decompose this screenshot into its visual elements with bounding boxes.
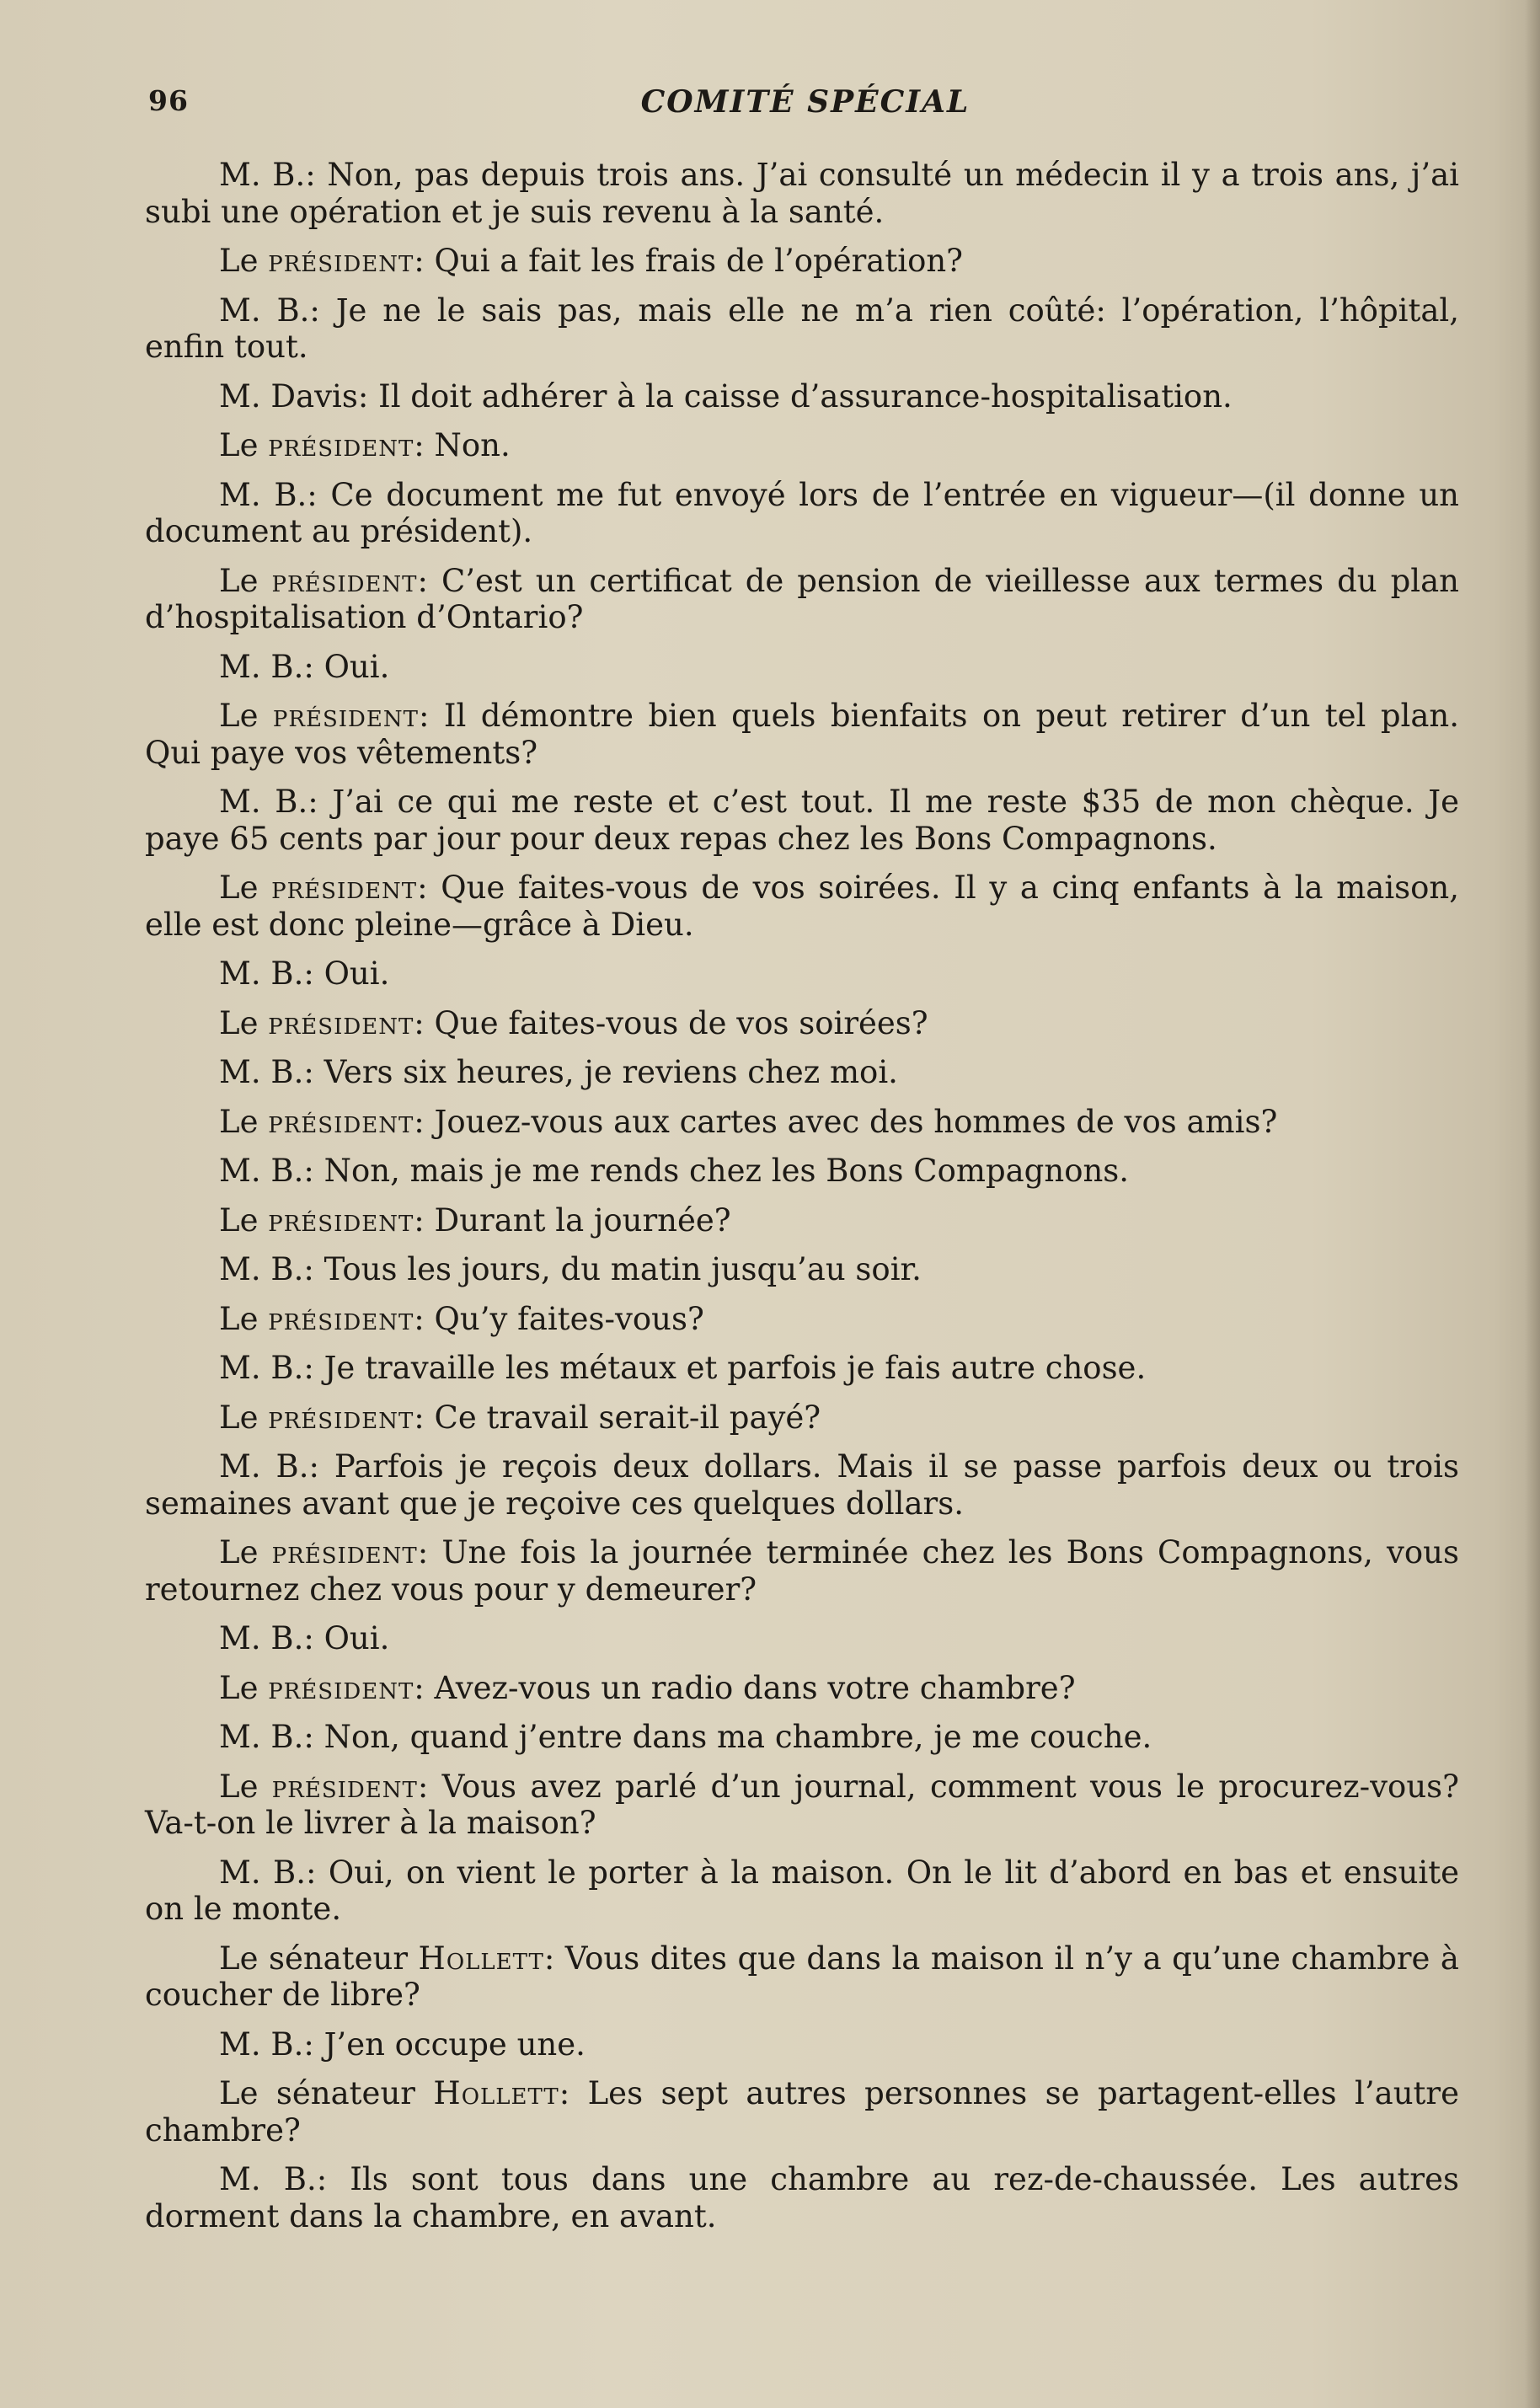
transcript-paragraph — [145, 1202, 1459, 1239]
speaker-colon: : — [414, 1669, 435, 1706]
speech-text: Oui. — [324, 1620, 390, 1656]
speaker-colon: : — [309, 292, 336, 329]
speaker-colon: : — [307, 476, 331, 513]
speaker-prefix: Le — [219, 1669, 259, 1706]
speaker-name: M. B. — [219, 1054, 304, 1090]
speaker-name: M. B. — [219, 292, 310, 329]
speech-text: Que faites-vous de vos soirées. Il y a cinq enfants à la maison, elle est donc pleine—grâce à Dieu. — [145, 870, 1460, 943]
speaker-prefix: Le — [219, 1399, 259, 1436]
speaker-name: président — [268, 427, 414, 463]
speech-text: Non, mais je me rends chez les Bons Compagnons. — [324, 1153, 1130, 1189]
speaker-colon: : — [303, 1620, 324, 1656]
speaker-colon: : — [303, 955, 324, 992]
transcript-paragraph — [145, 1350, 1459, 1387]
transcript-paragraph — [145, 477, 1459, 550]
transcript-paragraph — [145, 784, 1459, 857]
speaker-name: M. B. — [219, 955, 304, 992]
speaker-name: M. B. — [219, 476, 307, 513]
speaker-name: M. B. — [219, 2161, 317, 2197]
speech-text: J’ai ce qui me reste et c’est tout. Il me reste $35 de mon chèque. Je paye 65 cents par jour pour deux repas chez les Bons Compagnons. — [145, 784, 1459, 857]
speaker-colon: : — [414, 1004, 435, 1041]
speaker-colon: : — [414, 427, 435, 463]
transcript-paragraph — [145, 649, 1459, 686]
speaker-prefix: Le — [219, 870, 259, 906]
speaker-name: M. B. — [219, 1854, 306, 1891]
speaker-name: M. B. — [219, 1620, 304, 1656]
speech-text: Parfois je reçois deux dollars. Mais il se passe parfois deux ou trois semaines avant que je reçoive ces quelques dollars. — [145, 1448, 1459, 1522]
speaker-colon: : — [417, 1534, 442, 1571]
transcript-paragraph — [145, 1153, 1459, 1190]
speech-text: Il démontre bien quels bienfaits on peut retirer d’un tel plan. Qui paye vos vêtements? — [145, 698, 1460, 771]
speech-text: Oui. — [324, 955, 390, 992]
speech-text: Ce travail serait-il payé? — [434, 1399, 821, 1436]
transcript-paragraph — [145, 1769, 1459, 1842]
speaker-name: M. B. — [219, 1153, 304, 1189]
speaker-colon: : — [316, 2161, 350, 2197]
speaker-colon: : — [303, 1153, 324, 1189]
speech-text: Non. — [434, 427, 511, 463]
speech-text: Ce document me fut envoyé lors de l’entrée en vigueur—(il donne un document au président). — [145, 476, 1459, 549]
speaker-colon: : — [303, 1054, 324, 1090]
transcript-paragraph — [145, 955, 1459, 993]
transcript-paragraph — [145, 1005, 1459, 1042]
speaker-colon: : — [543, 1940, 565, 1977]
speaker-colon: : — [303, 1251, 324, 1287]
speech-text: Non, quand j’entre dans ma chambre, je me couche. — [324, 1719, 1152, 1755]
transcript-paragraph — [145, 157, 1459, 230]
speech-text: Qu’y faites-vous? — [434, 1300, 704, 1337]
speech-text: Une fois la journée terminée chez les Bons Compagnons, vous retournez chez vous pour y demeurer? — [145, 1534, 1459, 1608]
speaker-name: M. B. — [219, 648, 304, 685]
speaker-name: président — [268, 1103, 414, 1140]
speaker-prefix: Le — [219, 562, 259, 599]
speech-text: Tous les jours, du matin jusqu’au soir. — [324, 1251, 922, 1287]
speaker-colon: : — [303, 648, 324, 685]
transcript-paragraph — [145, 1399, 1459, 1437]
speaker-colon: : — [303, 2025, 324, 2063]
speech-text: Que faites-vous de vos soirées? — [434, 1004, 928, 1041]
speech-text: Avez-vous un radio dans votre chambre? — [434, 1669, 1076, 1706]
speech-text: J’en occupe une. — [324, 2025, 586, 2063]
transcript-paragraph — [145, 1448, 1459, 1522]
speaker-prefix: Le — [219, 1201, 259, 1239]
speech-text: Oui. — [324, 648, 390, 685]
speaker-colon: : — [559, 2075, 588, 2111]
speaker-name: M. B. — [219, 1448, 309, 1485]
speaker-name: président — [268, 1300, 414, 1337]
speaker-colon: : — [414, 243, 435, 279]
speaker-prefix: Le sénateur — [219, 1940, 409, 1977]
speech-text: Jouez-vous aux cartes avec des hommes de vos amis? — [434, 1103, 1278, 1140]
transcript-paragraph — [145, 563, 1459, 636]
speaker-name: président — [271, 562, 418, 599]
speaker-colon: : — [417, 1768, 442, 1805]
speaker-name: président — [271, 1534, 418, 1571]
speaker-name: président — [271, 870, 418, 906]
transcript-paragraph — [145, 1719, 1459, 1756]
speaker-name: M. B. — [219, 1251, 304, 1287]
speaker-name: président — [271, 1768, 418, 1805]
transcript-paragraph — [145, 1251, 1459, 1288]
transcript-paragraph — [145, 1104, 1459, 1141]
speaker-prefix: Le — [219, 427, 259, 463]
speaker-colon: : — [414, 1399, 435, 1436]
speech-text: C’est un certificat de pension de vieillesse aux termes du plan d’hospitalisation d’Ontario? — [145, 562, 1460, 635]
speaker-colon: : — [414, 1300, 435, 1337]
speaker-name: M. B. — [219, 157, 306, 193]
speaker-prefix: Le — [219, 1103, 259, 1140]
speech-text: Ils sont tous dans une chambre au rez-de-chaussée. Les autres dorment dans la chambre, en avant. — [145, 2161, 1460, 2234]
speech-text: Vers six heures, je reviens chez moi. — [324, 1054, 898, 1090]
speaker-colon: : — [305, 1854, 329, 1891]
page-edge-shadow — [1525, 0, 1540, 2408]
transcript-paragraph — [145, 378, 1459, 415]
transcript-paragraph — [145, 1940, 1459, 2014]
speech-text: Je travaille les métaux et parfois je fais autre chose. — [324, 1350, 1147, 1386]
transcript-paragraph — [145, 292, 1459, 366]
speaker-prefix: Le — [219, 1768, 259, 1805]
speech-text: Les sept autres personnes se partagent-elles l’autre chambre? — [145, 2075, 1459, 2148]
speaker-name: président — [268, 1201, 414, 1239]
speaker-colon: : — [417, 870, 441, 906]
transcript-paragraph — [145, 1670, 1459, 1707]
speech-text: Vous avez parlé d’un journal, comment vous le procurez-vous? Va-t-on le livrer à la maison? — [145, 1768, 1459, 1841]
speaker-name: M. B. — [219, 1350, 304, 1386]
running-title: COMITÉ SPÉCIAL — [640, 84, 971, 120]
speaker-prefix: Le sénateur — [219, 2075, 415, 2111]
speaker-prefix: Le — [219, 1300, 259, 1337]
speaker-colon: : — [357, 377, 379, 415]
transcript-paragraph — [145, 427, 1459, 464]
speaker-prefix: Le — [219, 243, 259, 279]
transcript-paragraph — [145, 1534, 1459, 1608]
speech-text: Il doit adhérer à la caisse d’assurance-hospitalisation. — [378, 377, 1233, 415]
transcript-paragraph — [145, 1054, 1459, 1091]
page-number: 96 — [148, 84, 189, 117]
speaker-colon: : — [414, 1103, 435, 1140]
speaker-prefix: Le — [219, 1004, 259, 1041]
speaker-colon: : — [417, 562, 441, 599]
transcript-paragraph — [145, 1620, 1459, 1657]
transcript-paragraph — [145, 2161, 1459, 2234]
speaker-colon: : — [303, 1719, 324, 1755]
transcript-paragraph — [145, 870, 1459, 943]
speaker-colon: : — [308, 1448, 334, 1485]
speaker-colon: : — [418, 698, 444, 734]
speech-text: Oui, on vient le porter à la maison. On le lit d’abord en bas et ensuite on le monte. — [145, 1854, 1460, 1927]
speaker-name: Hollett — [418, 1940, 544, 1977]
transcript-paragraph — [145, 698, 1459, 771]
speaker-name: président — [272, 698, 419, 734]
speaker-name: M. B. — [219, 2025, 304, 2063]
speaker-name: M. Davis — [219, 377, 358, 415]
transcript-paragraph — [145, 1854, 1459, 1928]
speaker-prefix: Le — [219, 698, 259, 734]
speaker-name: président — [268, 1004, 414, 1041]
speaker-colon: : — [305, 157, 328, 193]
page-header — [148, 84, 1462, 126]
speaker-name: Hollett — [433, 2075, 559, 2111]
transcript-paragraph — [145, 2075, 1459, 2148]
transcript-paragraph — [145, 243, 1459, 280]
speech-text: Je ne le sais pas, mais elle ne m’a rien coûté: l’opération, l’hôpital, enfin tout. — [145, 292, 1459, 365]
speaker-colon: : — [303, 1350, 324, 1386]
transcript-body — [145, 157, 1459, 2247]
speech-text: Qui a fait les frais de l’opération? — [434, 243, 964, 279]
speaker-colon: : — [307, 784, 333, 820]
transcript-paragraph — [145, 2026, 1459, 2063]
speaker-name: M. B. — [219, 784, 308, 820]
speaker-name: président — [268, 1399, 414, 1436]
speaker-name: M. B. — [219, 1719, 304, 1755]
speaker-colon: : — [414, 1201, 435, 1239]
speaker-name: président — [268, 243, 414, 279]
speech-text: Vous dites que dans la maison il n’y a qu’une chambre à coucher de libre? — [145, 1940, 1459, 2013]
transcript-paragraph — [145, 1301, 1459, 1338]
speaker-name: président — [268, 1669, 414, 1706]
speech-text: Durant la journée? — [434, 1201, 731, 1239]
speech-text: Non, pas depuis trois ans. J’ai consulté un médecin il y a trois ans, j’ai subi une opération et je suis revenu à la santé. — [145, 157, 1459, 230]
speaker-prefix: Le — [219, 1534, 259, 1571]
